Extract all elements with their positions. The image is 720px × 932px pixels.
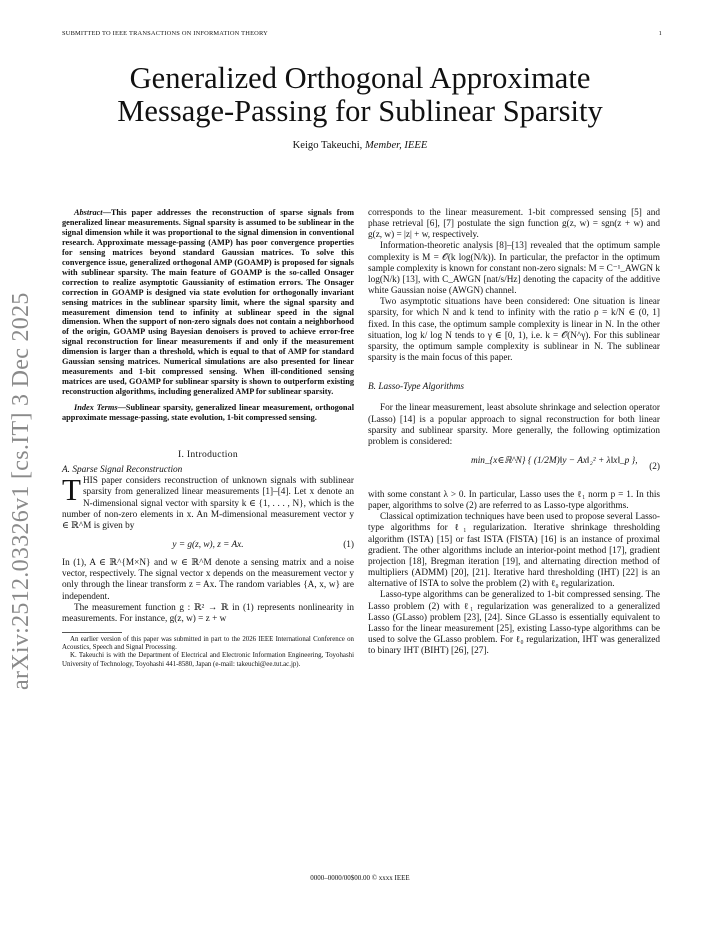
author-line bbox=[60, 140, 660, 151]
title-line-2: Message-Passing for Sublinear Sparsity bbox=[117, 94, 603, 128]
paper-title bbox=[60, 62, 660, 128]
abstract-label: Abstract bbox=[74, 208, 103, 217]
body-paragraph-2: Information-theoretic analysis [8]–[13] revealed that the optimum sample complexity is M = 𝒪(k log(N/k)). In particular, the prefactor in the optimum sample complexity is known for constant non-zero signals: M = C⁻¹_AWGN k log(N/k) [13], with C_AWGN [nat/s/Hz] denoting the capacity of the additive white Gaussian noise (AWGN) channel. bbox=[368, 241, 660, 297]
drop-cap: T bbox=[62, 472, 81, 508]
intro-paragraph-3: The measurement function g : ℝ² → ℝ in (1) represents nonlinearity in measurements. For instance, g(z, w) = z + w bbox=[62, 602, 354, 624]
footnote-1: An earlier version of this paper was submitted in part to the 2026 IEEE International Conference on Acoustics, Speech and Signal Processing. bbox=[62, 636, 354, 652]
body-paragraph-5: with some constant λ > 0. In particular, Lasso uses the ℓ₁ norm p = 1. In this paper, algorithms to solve (2) are referred to as Lasso-type algorithms. bbox=[368, 489, 660, 512]
author-name: Keigo Takeuchi, bbox=[292, 140, 363, 151]
author-role: Member, IEEE bbox=[364, 140, 428, 151]
arxiv-stamp: arXiv:2512.03326v1 [cs.IT] 3 Dec 2025 bbox=[8, 292, 34, 690]
subsection-heading-b: B. Lasso-Type Algorithms bbox=[368, 382, 464, 393]
running-header bbox=[62, 30, 662, 37]
footnote-rule bbox=[62, 632, 122, 633]
body-paragraph-3: Two asymptotic situations have been considered: One situation is linear sparsity, for which N and k tend to infinity with the ratio ρ = k/N ∈ (0, 1] fixed. In this case, the optimum sample complexity is linear in N. In the other situation, log k/ log N tends to γ ∈ [0, 1), i.e. k = 𝒪(N^γ). For this sublinear sparsity, the optimum sample complexity is sublinear in N. The sublinear sparsity is the main focus of this paper. bbox=[368, 297, 660, 364]
body-paragraph-4: For the linear measurement, least absolute shrinkage and selection operator (Lasso) [14] is a popular approach to signal reconstruction for both linear sparsity and sublinear sparsity. More generally, the following optimization problem is considered: bbox=[368, 403, 660, 447]
title-line-1: Generalized Orthogonal Approximate bbox=[129, 61, 591, 95]
footnote-2: K. Takeuchi is with the Department of Electrical and Electronic Information Engineering, Toyohashi University of Technology, Toyohashi 441-8580, Japan (e-mail: takeuchi@ee.tut.ac.jp). bbox=[62, 652, 354, 668]
equation-1 bbox=[62, 534, 354, 556]
subsection-heading-a: A. Sparse Signal Reconstruction bbox=[62, 465, 183, 476]
intro-paragraph-1-text: HIS paper considers reconstruction of unknown signals with sublinear sparsity from generalized linear measurements [1]–[4]. Let x denote an N-dimensional signal vector with sparsity k ∈ {1, . . . , N}, which is the number of non-zero elements in x. An M-dimensional measurement vector y ∈ ℝ^M is given by bbox=[62, 476, 354, 531]
intro-paragraph-2: In (1), A ∈ ℝ^{M×N} and w ∈ ℝ^M denote a sensing matrix and a noise vector, respectively. The signal vector x depends on the measurement vector y only through the linear transform z = Ax. The random variables {A, x, w} are independent. bbox=[62, 558, 354, 602]
page-number: 1 bbox=[658, 30, 662, 37]
body-paragraph-1: corresponds to the linear measurement. 1-bit compressed sensing [5] and phase retrieval [6], [7] postulate the sign function g(z, w) = sgn(z + w) and g(z, w) = |z| + w, respectively. bbox=[368, 208, 660, 241]
running-title: SUBMITTED TO IEEE TRANSACTIONS ON INFORMATION THEORY bbox=[62, 30, 268, 37]
equation-2 bbox=[368, 452, 660, 486]
index-terms-label: Index Terms bbox=[74, 403, 118, 413]
abstract bbox=[62, 208, 354, 397]
intro-paragraph-1 bbox=[62, 472, 354, 532]
abstract-text: —This paper addresses the reconstruction of sparse signals from generalized linear measurements. Signal sparsity is assumed to be sublinear in the signal dimension while it was proportional to the signal dimension in conventional research. Approximate message-passing (AMP) has poor convergence properties for sensing matrices beyond standard Gaussian matrices. To solve this convergence issue, generalized orthogonal AMP (GOAMP) is proposed for signals with sublinear sparsity. The main feature of GOAMP is the so-called Onsager correction to realize asymptotic Gaussianity of estimation errors. The Onsager correction in GOAMP is designed via state evolution for orthogonally invariant sensing matrices in the sublinear sparsity limit, where the signal sparsity and measurement dimension tend to infinity at sublinear speed in the signal dimension. When the support of non-zero signals does not contain a neighborhood of the origin, GOAMP using Bayesian denoisers is proved to achieve error-free signal reconstruction for linear measurements if and only if the measurement dimension is larger than a threshold, which is equal to that of AMP for standard Gaussian sensing matrices. Numerical simulations are also presented for linear measurements and 1-bit compressed sensing. When ill-conditioned sensing matrices are used, GOAMP for sublinear sparsity is shown to outperform existing reconstruction algorithms, including generalized AMP for sublinear sparsity. bbox=[62, 208, 354, 397]
equation-2-body: min_{x∈ℝ^N} { (1/2M)‖y − Ax‖₂² + λ‖x‖_p }, bbox=[471, 455, 638, 466]
equation-2-number: (2) bbox=[649, 461, 660, 472]
index-terms-text: —Sublinear sparsity, generalized linear measurement, orthogonal approximate message-passing, state evolution, 1-bit compressed sensing. bbox=[62, 403, 354, 423]
right-column bbox=[368, 208, 660, 657]
body-paragraph-7: Lasso-type algorithms can be generalized to 1-bit compressed sensing. The Lasso problem (2) with ℓ₁ regularization was generalized to a generalized Lasso (GLasso) problem [23], [24]. Since GLasso is essentially equivalent to Lasso for the linear measurement [25], existing Lasso-type algorithms can be used to solve the GLasso problem. For ℓ₀ regularization, IHT was generalized to binary IHT (BIHT) [26], [27]. bbox=[368, 590, 660, 657]
section-heading-introduction: I. Introduction bbox=[178, 449, 238, 461]
copyright-line: 0000–0000/00$00.00 © xxxx IEEE bbox=[310, 874, 410, 882]
index-terms bbox=[62, 403, 354, 423]
equation-1-body: y = g(z, w), z = Ax. bbox=[172, 540, 244, 551]
body-paragraph-6: Classical optimization techniques have been used to propose several Lasso-type algorithms for ℓ₁ regularization. Iterative shrinkage thresholding algorithm (ISTA) [15] or fast ISTA (FISTA) [16] is an instance of proximal gradient. The other algorithms include an interior-point method [17], gradient projection [18], Bregman iteration [19], and alternating direction method of multipliers (ADMM) [20], [21]. Iterative hard thresholding (IHT) [22] is an alternative of ISTA to solve the problem (2) with ℓ₀ regularization. bbox=[368, 512, 660, 590]
equation-1-number: (1) bbox=[343, 540, 354, 551]
left-column bbox=[62, 208, 354, 669]
